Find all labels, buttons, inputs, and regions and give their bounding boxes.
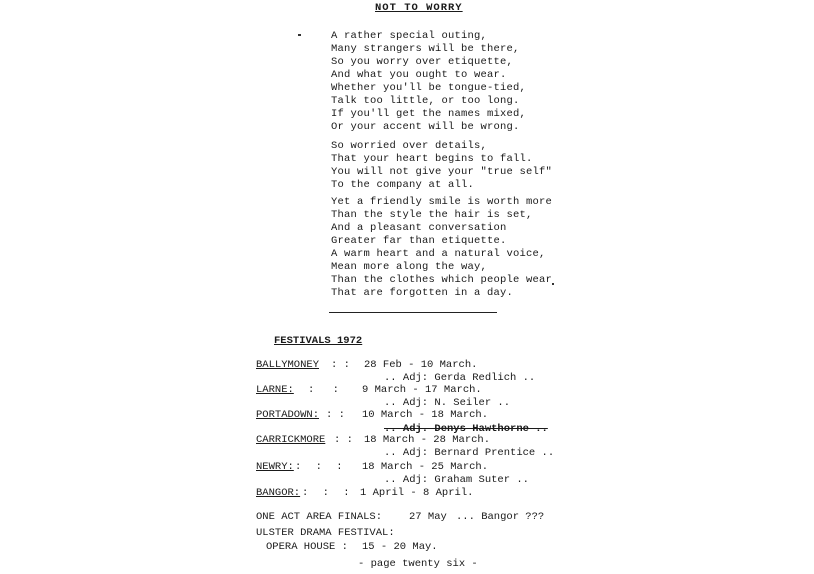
one-act-date: 27 May (409, 511, 447, 523)
festival-dates: 18 March - 25 March. (362, 461, 489, 473)
festival-dates: 18 March - 28 March. (364, 434, 491, 446)
festival-place: CARRICKMORE (256, 434, 326, 446)
festival-dates: 1 April - 8 April. (360, 487, 474, 499)
poem-line: Than the clothes which people wear (331, 274, 553, 286)
festival-place: LARNE: (256, 384, 294, 396)
festival-dates: 28 Feb - 10 March. (364, 359, 478, 371)
poem-line: You will not give your "true self" (331, 166, 553, 178)
festival-dates: 9 March - 17 March. (362, 384, 482, 396)
festival-place: BALLYMONEY (256, 359, 320, 371)
ulster-dates: 15 - 20 May. (362, 541, 438, 553)
section-divider (329, 312, 497, 313)
poem-line: A rather special outing, (331, 30, 488, 42)
one-act-place: ... Bangor ??? (456, 511, 545, 523)
poem-line: Or your accent will be wrong. (331, 121, 520, 133)
poem-line: Greater far than etiquette. (331, 235, 507, 247)
poem-line: Talk too little, or too long. (331, 95, 520, 107)
festival-adjudicator: .. Adj: N. Seiler .. (384, 397, 511, 409)
page-number: - page twenty six - (358, 558, 478, 570)
poem-line: To the company at all. (331, 179, 475, 191)
festival-colons: : : (331, 359, 350, 371)
festival-dates: 10 March - 18 March. (362, 409, 489, 421)
poem-line: And what you ought to wear. (331, 69, 507, 81)
festivals-heading: FESTIVALS 1972 (274, 335, 363, 347)
ulster-label: ULSTER DRAMA FESTIVAL: (256, 527, 395, 539)
ulster-venue: OPERA HOUSE : (266, 541, 348, 553)
festival-place: PORTADOWN: (256, 409, 320, 421)
poem-line: If you'll get the names mixed, (331, 108, 527, 120)
poem-line: So worried over details, (331, 140, 488, 152)
poem-line: Yet a friendly smile is worth more (331, 196, 553, 208)
one-act-label: ONE ACT AREA FINALS: (256, 511, 383, 523)
festival-place: BANGOR: (256, 487, 301, 499)
ink-speck (298, 34, 301, 36)
poem-line: That are forgotten in a day. (331, 287, 514, 299)
poem-title: NOT TO WORRY (375, 2, 463, 14)
ink-speck (552, 283, 554, 285)
poem-line: Whether you'll be tongue-tied, (331, 82, 527, 94)
poem-line: That your heart begins to fall. (331, 153, 533, 165)
festival-adjudicator: .. Adj: Graham Suter .. (384, 474, 529, 486)
festival-colons: : : (334, 434, 353, 446)
festival-colons: : : : (302, 487, 354, 499)
poem-line: Many strangers will be there, (331, 43, 520, 55)
festival-colons: : : (308, 384, 345, 396)
festival-place: NEWRY: (256, 461, 294, 473)
festival-adjudicator: .. Adj: Bernard Prentice .. (384, 447, 555, 459)
festival-colons: : : : (295, 461, 347, 473)
poem-line: And a pleasant conversation (331, 222, 507, 234)
poem-line: A warm heart and a natural voice, (331, 248, 546, 260)
poem-line: So you worry over etiquette, (331, 56, 514, 68)
poem-line: Than the style the hair is set, (331, 209, 533, 221)
festival-colons: : : (326, 409, 345, 421)
poem-line: Mean more along the way, (331, 261, 488, 273)
festival-adjudicator: .. Adj. Denys Hawthorne .. (384, 423, 548, 435)
festival-adjudicator: .. Adj: Gerda Redlich .. (384, 372, 536, 384)
